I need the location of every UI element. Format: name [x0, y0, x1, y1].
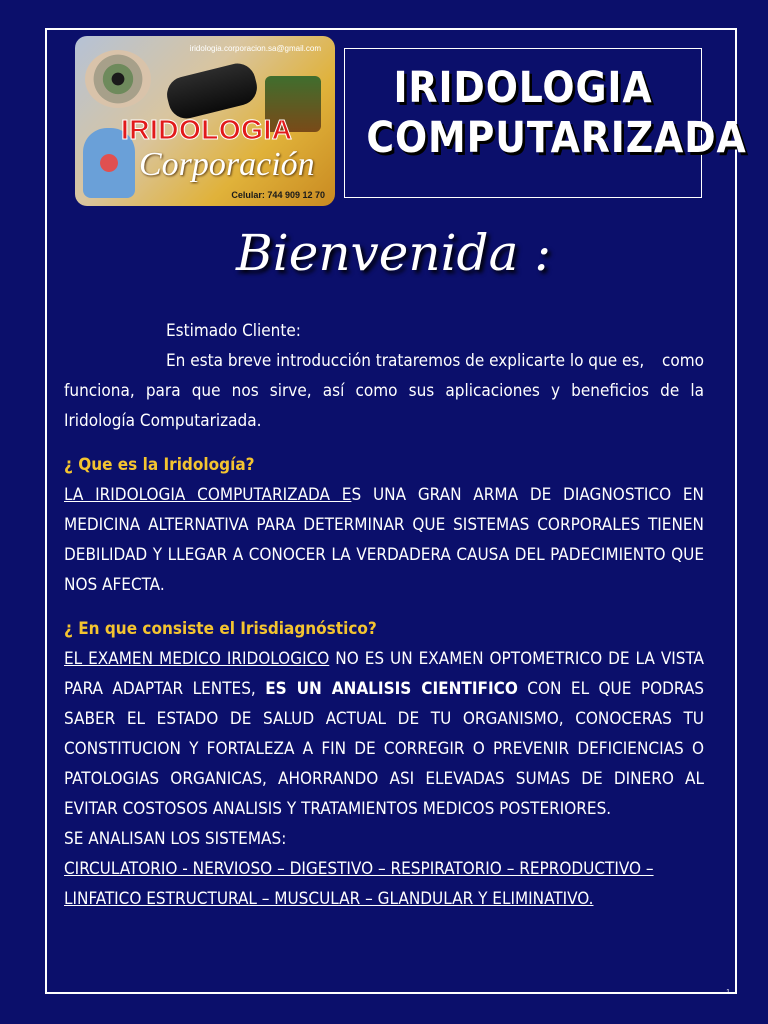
section1-text: S UNA GRAN ARMA DE DIAGNOSTICO EN MEDICINA ALTERNATIVA PARA DETERMINAR QUE SISTEMAS CORPORALES TIENEN DEBILIDAD Y LLEGAR A CONOCER LA VERDADERA CAUSA DEL PADECIMIENTO QUE NOS AFECTA. [64, 485, 704, 595]
section2-heading: ¿ En que consiste el Irisdiagnóstico? [64, 619, 377, 639]
title-box [344, 48, 747, 198]
camera-device-image [163, 60, 260, 123]
section1-paragraph [64, 480, 704, 600]
section2-text-a: NO ES UN EXAMEN OPTOMETRICO DE LA VISTA PARA ADAPTAR LENTES, [64, 649, 704, 699]
section1-underlined: LA IRIDOLOGIA COMPUTARIZADA E [64, 485, 352, 505]
title-line-2: COMPUTARIZADA [366, 113, 747, 163]
section2-bold: ES UN ANALISIS CIENTIFICO [265, 679, 518, 699]
title-line-1: IRIDOLOGIA [393, 63, 653, 113]
logo-email: iridologia.corporacion.sa@gmail.com [189, 44, 321, 53]
systems-line-2: LINFATICO ESTRUCTURAL – MUSCULAR – GLANDULAR Y ELIMINATIVO. [64, 889, 594, 909]
section2-underlined: EL EXAMEN MEDICO IRIDOLOGICO [64, 649, 330, 669]
page-number: 1 [726, 989, 730, 996]
company-logo [75, 36, 335, 206]
intro-paragraph [64, 346, 704, 436]
intro-lead: En esta breve introducción trataremos de explicarte lo que es, [166, 351, 645, 371]
eye-image [85, 50, 151, 108]
welcome-heading: Bienvenida : [236, 224, 552, 282]
greeting: Estimado Cliente: [166, 321, 301, 341]
section2-text-b: CON EL QUE PODRAS SABER EL ESTADO DE SALUD ACTUAL DE TU ORGANISMO, CONOCERAS TU CONSTITUCION Y FORTALEZA A FIN DE CORREGIR O PREVENIR DEFICIENCIAS O PATOLOGIAS ORGANICAS, AHORRANDO ASI ELEVADAS SUMAS DE DINERO AL EVITAR COSTOSOS ANALISIS Y TRATAMIENTOS MEDICOS POSTERIORES. [64, 679, 705, 819]
systems-intro: SE ANALISAN LOS SISTEMAS: [64, 829, 287, 849]
systems-line-1: CIRCULATORIO - NERVIOSO – DIGESTIVO – RESPIRATORIO – REPRODUCTIVO – [64, 859, 654, 879]
logo-subtitle: Corporación [139, 146, 315, 183]
logo-phone: Celular: 744 909 12 70 [231, 190, 325, 200]
document-body [64, 316, 704, 914]
section2-paragraph [64, 644, 704, 824]
intro-rest: como funciona, para que nos sirve, así como sus aplicaciones y beneficios de la Iridología Computarizada. [64, 351, 704, 431]
logo-title: IRIDOLOGIA [121, 114, 293, 145]
section1-heading: ¿ Que es la Iridología? [64, 455, 255, 475]
